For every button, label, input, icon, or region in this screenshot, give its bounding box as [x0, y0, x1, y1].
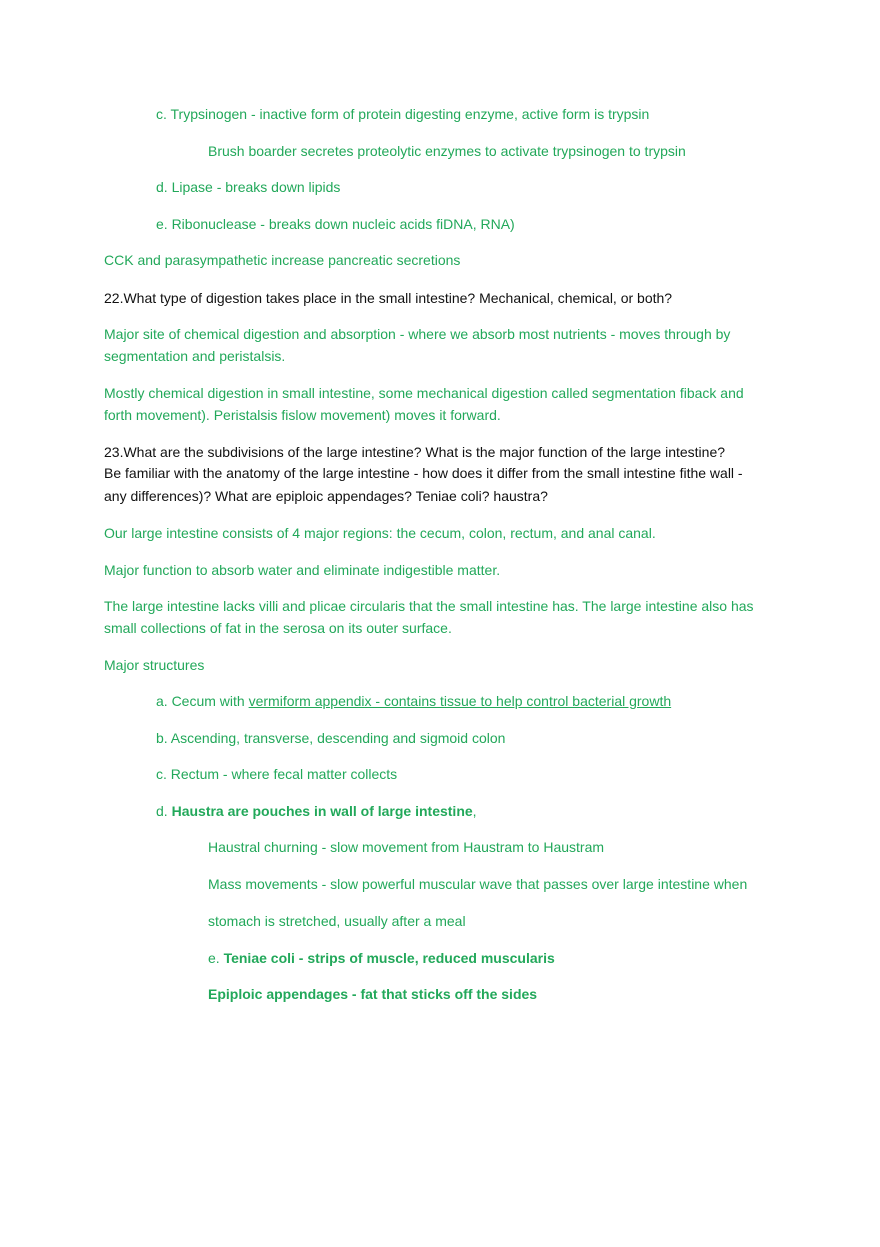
structure-a-line: [156, 690, 671, 712]
epiploic-appendages-line: Epiploic appendages - fat that sticks off the sides: [208, 986, 538, 1002]
question-22: 22.What type of digestion takes place in the small intestine? Mechanical, chemical, or both?: [104, 290, 673, 306]
cck-line: CCK and parasympathetic increase pancreatic secretions: [104, 252, 461, 268]
answer-22b-line2: forth movement). Peristalsis fislow movement) moves it forward.: [104, 407, 501, 423]
mass-movements-line1: Mass movements - slow powerful muscular wave that passes over large intestine when: [208, 876, 748, 892]
answer-23-anatomy-line1: The large intestine lacks villi and plicae circularis that the small intestine has. The large intestine also has: [104, 598, 754, 614]
trypsinogen-line: c. Trypsinogen - inactive form of protein digesting enzyme, active form is trypsin: [156, 106, 650, 122]
major-structures-heading: Major structures: [104, 657, 205, 673]
lipase-line: d. Lipase - breaks down lipids: [156, 179, 341, 195]
question-23-line2: Be familiar with the anatomy of the large intestine - how does it differ from the small intestine fithe wall -: [104, 465, 743, 481]
structure-d-line: [156, 800, 477, 822]
question-23-line1: 23.What are the subdivisions of the large intestine? What is the major function of the large intestine?: [104, 444, 726, 460]
structure-e-prefix: e.: [208, 950, 224, 966]
teniae-coli-line: [208, 947, 555, 969]
haustral-churning-line: Haustral churning - slow movement from Haustram to Haustram: [208, 839, 605, 855]
answer-23-function: Major function to absorb water and eliminate indigestible matter.: [104, 562, 501, 578]
answer-22b-line1: Mostly chemical digestion in small intestine, some mechanical digestion called segmentation fiback and: [104, 385, 744, 401]
structure-d-prefix: d.: [156, 803, 172, 819]
structure-b-line: b. Ascending, transverse, descending and sigmoid colon: [156, 730, 506, 746]
structure-a-prefix: a. Cecum with: [156, 693, 249, 709]
brush-border-line: Brush boarder secretes proteolytic enzymes to activate trypsinogen to trypsin: [208, 143, 686, 159]
structure-a-underlined: vermiform appendix - contains tissue to help control bacterial growth: [248, 693, 672, 709]
structure-d-bold: Haustra are pouches in wall of large intestine: [171, 803, 473, 819]
ribonuclease-line: e. Ribonuclease - breaks down nucleic acids fiDNA, RNA): [156, 216, 515, 232]
structure-e-bold: Teniae coli - strips of muscle, reduced muscularis: [223, 950, 555, 966]
mass-movements-line2: stomach is stretched, usually after a meal: [208, 913, 466, 929]
question-23-line3: any differences)? What are epiploic appendages? Teniae coli? haustra?: [104, 488, 548, 504]
structure-c-line: c. Rectum - where fecal matter collects: [156, 766, 398, 782]
answer-23-regions: Our large intestine consists of 4 major regions: the cecum, colon, rectum, and anal canal.: [104, 525, 656, 541]
structure-d-suffix: ,: [472, 803, 477, 819]
answer-22a-line1: Major site of chemical digestion and absorption - where we absorb most nutrients - moves through by: [104, 326, 731, 342]
answer-22a-line2: segmentation and peristalsis.: [104, 348, 286, 364]
answer-23-anatomy-line2: small collections of fat in the serosa on its outer surface.: [104, 620, 452, 636]
